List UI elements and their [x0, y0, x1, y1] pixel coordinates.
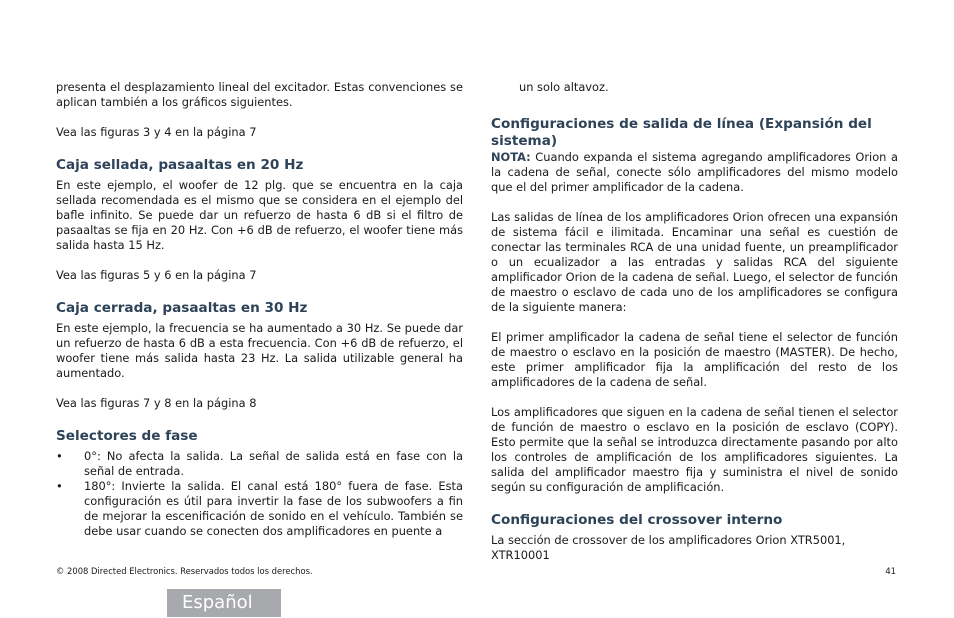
closed-paragraph: En este ejemplo, la frecuencia se ha aumentado a 30 Hz. Se puede dar un refuerzo de hasta 6 dB a esta frecuencia. Con +6 dB de refuerzo, el woofer tiene más salida hasta 23 Hz. La salida utilizable general ha aumentado.: [56, 321, 463, 380]
continuation-text: un solo altavoz.: [519, 80, 609, 94]
language-tab: Español: [167, 589, 281, 617]
intro-paragraph: presenta el desplazamiento lineal del excitador. Estas convenciones se aplican también a los gráficos siguientes.: [56, 80, 463, 109]
section-heading-crossover: Configuraciones del crossover interno: [491, 512, 783, 528]
left-column: [56, 80, 463, 539]
page-number: 41: [885, 566, 896, 576]
section-heading-closed: Caja cerrada, pasaaltas en 30 Hz: [56, 300, 308, 316]
sealed-paragraph: En este ejemplo, el woofer de 12 plg. que se encuentra en la caja sellada recomendada es el mismo que se considera en el ejemplo del bafle infinito. Se puede dar un refuerzo de hasta 6 dB si el filtro de pasaaltas se fija en 20 Hz. Con +6 dB de refuerzo, el woofer tiene más salida hasta 15 Hz.: [56, 178, 463, 252]
slave-paragraph: Los amplificadores que siguen en la cadena de señal tienen el selector de función de maestro o esclavo en la posición de esclavo (COPY). Esto permite que la señal se introduzca directamente pasando por alto los controles de amplificación de los amplificadores siguientes. La salida del amplificador maestro fija y suministra el nivel de sonido según su configuración de amplificación.: [491, 405, 898, 494]
line-output-paragraph: Las salidas de línea de los amplificadores Orion ofrecen una expansión de sistema fácil e ilimitada. Encaminar una señal es cuestión de conectar las terminales RCA de una unidad fuente, un preamplificador o un ecualizador a las entradas y salidas RCA del siguiente amplificador Orion de la cadena de señal. Luego, el selector de función de maestro o esclavo de cada uno de los amplificadores se configura de la siguiente manera:: [491, 210, 898, 314]
section-heading-phase: Selectores de fase: [56, 428, 198, 444]
phase-list: [56, 449, 463, 539]
section-heading-line-output: Configuraciones de salida de línea (Expansión del sistema): [491, 116, 872, 149]
list-item: • 180°: Invierte la salida. El canal está 180° fuera de fase. Esta configuración es útil para invertir la fase de los subwoofers a fin de mejorar la escenificación de sonido en el vehículo. También se debe usar cuando se conecten dos amplificadores en puente a: [56, 479, 463, 539]
figure-reference: Vea las figuras 5 y 6 en la página 7: [56, 268, 257, 282]
note-paragraph: [491, 150, 898, 195]
figure-reference: Vea las figuras 3 y 4 en la página 7: [56, 125, 257, 139]
list-item: • 0°: No afecta la salida. La señal de salida está en fase con la señal de entrada.: [56, 449, 463, 479]
note-label: NOTA:: [491, 150, 531, 164]
copyright-notice: © 2008 Directed Electronics. Reservados todos los derechos.: [56, 566, 313, 576]
master-paragraph: El primer amplificador la cadena de señal tiene el selector de función de maestro o esclavo en la posición de maestro (MASTER). De hecho, este primer amplificador fija la amplificación del resto de los amplificadores de la cadena de señal.: [491, 330, 898, 389]
crossover-paragraph: La sección de crossover de los amplificadores Orion XTR5001, XTR10001: [491, 533, 846, 562]
section-heading-sealed: Caja sellada, pasaaltas en 20 Hz: [56, 157, 304, 173]
right-column: [491, 80, 898, 563]
note-text: Cuando expanda el sistema agregando amplificadores Orion a la cadena de señal, conecte sólo amplificadores del mismo modelo que el del primer amplificador de la cadena.: [491, 150, 898, 194]
figure-reference: Vea las figuras 7 y 8 en la página 8: [56, 396, 257, 410]
